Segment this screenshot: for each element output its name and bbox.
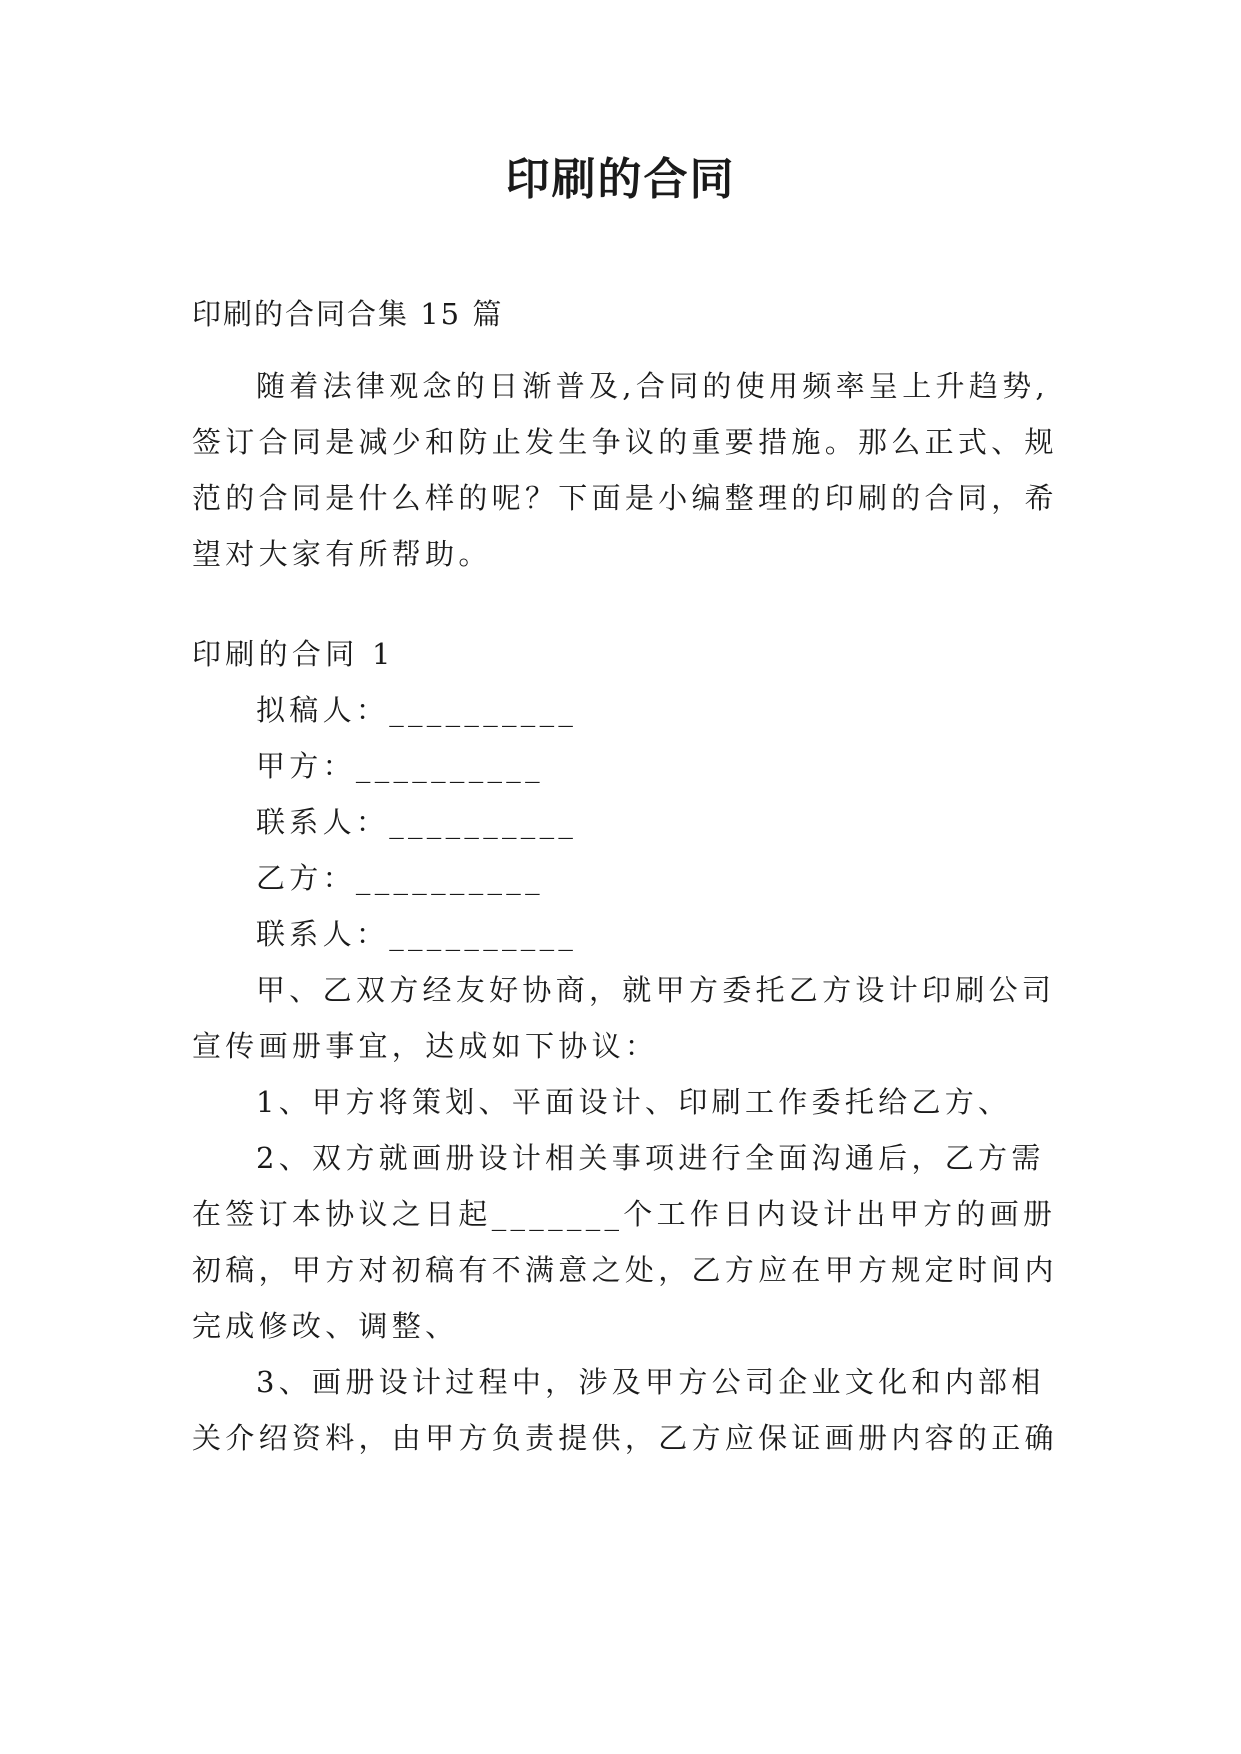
intro-line-2: 签订合同是减少和防止发生争议的重要措施。那么正式、规	[192, 425, 1058, 459]
clause-2-line-2: 在签订本协议之日起_______个工作日内设计出甲方的画册	[192, 1197, 1057, 1231]
intro-line-3: 范的合同是什么样的呢？下面是小编整理的印刷的合同，希	[192, 481, 1058, 515]
clause-3-line-2: 关介绍资料，由甲方负责提供，乙方应保证画册内容的正确	[192, 1421, 1058, 1455]
page-title: 印刷的合同	[505, 154, 736, 205]
clause-2-line-1: 2、双方就画册设计相关事项进行全面沟通后，乙方需	[256, 1141, 1045, 1175]
clause-2-line-3: 初稿，甲方对初稿有不满意之处，乙方应在甲方规定时间内	[192, 1253, 1058, 1287]
clause-3-line-1: 3、画册设计过程中，涉及甲方公司企业文化和内部相	[256, 1365, 1045, 1399]
agreement-line-1: 甲、乙双方经友好协商，就甲方委托乙方设计印刷公司	[256, 973, 1056, 1007]
field-party-b: 乙方：__________	[256, 861, 544, 895]
document-subtitle: 印刷的合同合集 15 篇	[192, 297, 504, 331]
intro-line-4: 望对大家有所帮助。	[192, 537, 492, 571]
clause-2-line-4: 完成修改、调整、	[192, 1309, 459, 1343]
intro-line-1: 随着法律观念的日渐普及,合同的使用频率呈上升趋势,	[256, 369, 1049, 403]
field-drafter: 拟稿人：__________	[256, 693, 578, 727]
field-contact-b: 联系人：__________	[256, 917, 578, 951]
clause-1-line-1: 1、甲方将策划、平面设计、印刷工作委托给乙方、	[256, 1085, 1012, 1119]
section-heading: 印刷的合同 1	[192, 637, 395, 671]
field-party-a: 甲方：__________	[256, 749, 544, 783]
agreement-line-2: 宣传画册事宜，达成如下协议：	[192, 1029, 659, 1063]
field-contact-a: 联系人：__________	[256, 805, 578, 839]
